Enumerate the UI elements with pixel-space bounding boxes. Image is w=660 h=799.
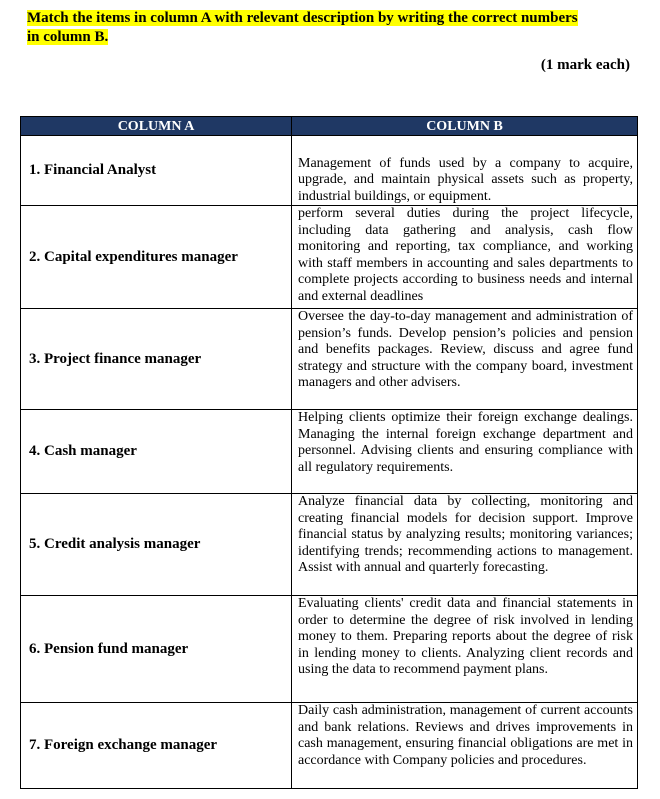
table-row (21, 309, 638, 410)
column-b-description: Oversee the day-to-day management and administration of pension’s funds. Develop pension’s policies and pension and benefits packages. Review, discuss and agree fund strategy and structure with the company board, investment managers and other advisers. (292, 309, 638, 410)
table-row (21, 703, 638, 789)
table-row (21, 136, 638, 206)
instruction-line-2: in column B. (27, 29, 109, 45)
column-b-description: perform several duties during the project lifecycle, including data gathering and analysis, cash flow monitoring and reporting, tax compliance, and working with staff members in accounting and sales departments to complete projects according to business needs and internal and external deadlines (292, 206, 638, 309)
column-b-description: Analyze financial data by collecting, monitoring and creating financial models for decision support. Improve financial status by analyzing results; monitoring variances; identifying trends; recommending actions to management. Assist with annual and quarterly forecasting. (292, 494, 638, 596)
column-a-item: 6. Pension fund manager (21, 596, 292, 703)
table-row (21, 494, 638, 596)
table-row (21, 410, 638, 494)
column-a-item: 1. Financial Analyst (21, 136, 292, 206)
column-a-item: 4. Cash manager (21, 410, 292, 494)
column-a-item: 5. Credit analysis manager (21, 494, 292, 596)
marks-note: (1 mark each) (540, 57, 630, 73)
column-b-description: Management of funds used by a company to acquire, upgrade, and maintain physical assets such as property, industrial buildings, or equipment. (292, 136, 638, 206)
column-a-item: 7. Foreign exchange manager (21, 703, 292, 789)
column-a-item: 2. Capital expenditures manager (21, 206, 292, 309)
table-row (21, 596, 638, 703)
column-b-description: Helping clients optimize their foreign exchange dealings. Managing the internal foreign exchange department and personnel. Advising clients and ensuring compliance with all regulatory requirements. (292, 410, 638, 494)
column-b-description: Evaluating clients' credit data and financial statements in order to determine the degree of risk involved in lending money to them. Preparing reports about the degree of risk in lending money to clients. Analyzing client records and using the data to recommend payment plans. (292, 596, 638, 703)
column-a-item: 3. Project finance manager (21, 309, 292, 410)
header-row (21, 117, 638, 136)
column-a-header: COLUMN A (21, 117, 292, 136)
column-b-description: Daily cash administration, management of current accounts and bank relations. Reviews and drives improvements in cash management, ensuring financial obligations are met in accordance with Company policies and procedures. (292, 703, 638, 789)
instruction-line-1: Match the items in column A with relevant description by writing the correct numbers (27, 10, 578, 26)
matching-table (20, 116, 638, 789)
column-b-header: COLUMN B (292, 117, 638, 136)
table-row (21, 206, 638, 309)
instructions (27, 9, 632, 47)
